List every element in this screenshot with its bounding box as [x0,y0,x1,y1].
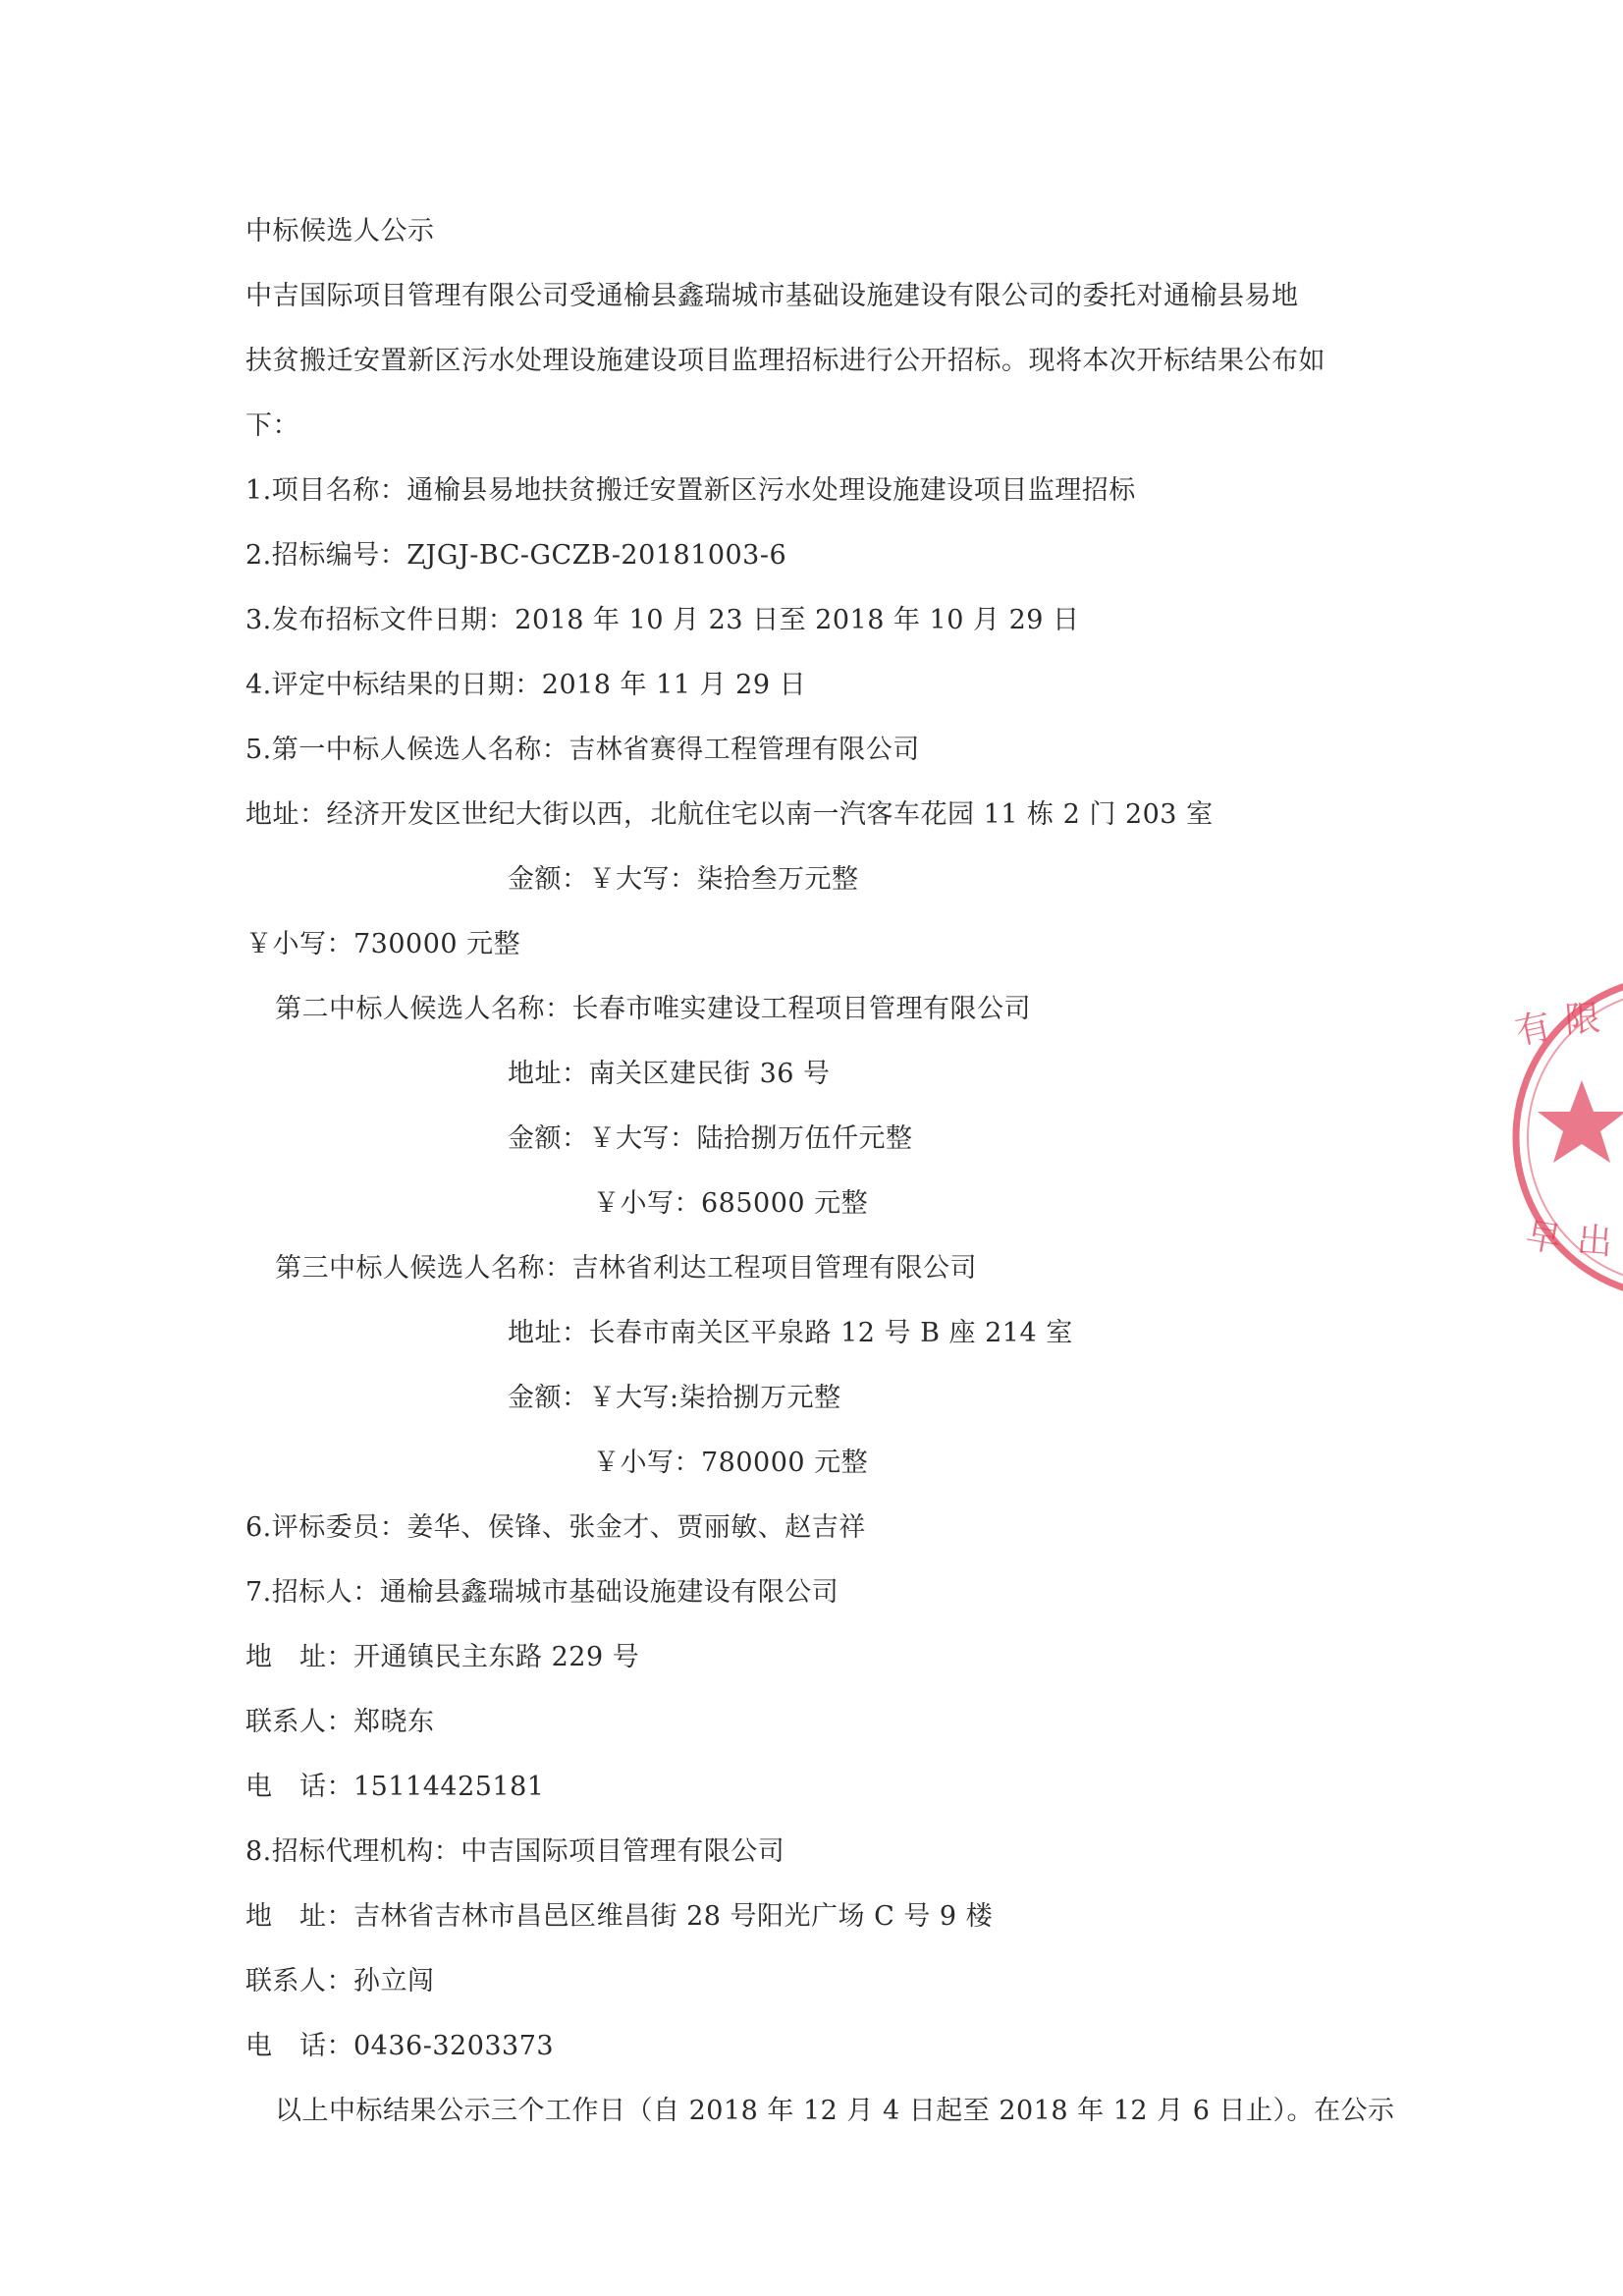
agency-phone: 电 话：0436-3203373 [245,2031,555,2061]
third-candidate-amount-upper: 金额：￥大写:柒拾捌万元整 [508,1383,841,1413]
evaluation-committee: 6.评标委员：姜华、侯锋、张金才、贾丽敏、赵吉祥 [245,1512,866,1543]
intro-line-2: 扶贫搬迁安置新区污水处理设施建设项目监理招标进行公开招标。现将本次开标结果公布如 [245,346,1325,376]
seal-char-4: 出 [1575,1221,1614,1264]
tenderer-name: 7.招标人：通榆县鑫瑞城市基础设施建设有限公司 [245,1577,839,1608]
agency-name: 8.招标代理机构：中吉国际项目管理有限公司 [245,1836,785,1867]
third-candidate-address: 地址：长春市南关区平泉路 12 号 B 座 214 室 [508,1318,1073,1348]
project-name: 1.项目名称：通榆县易地扶贫搬迁安置新区污水处理设施建设项目监理招标 [245,475,1136,506]
release-date: 3.发布招标文件日期：2018 年 10 月 23 日至 2018 年 10 月 29 日 [245,605,1080,635]
second-candidate-amount-lower: ￥小写：685000 元整 [593,1188,869,1219]
second-candidate-name: 第二中标人候选人名称：长春市唯实建设工程项目管理有限公司 [275,994,1031,1024]
company-seal-stamp [1508,972,1623,1302]
tender-number: 2.招标编号：ZJGJ-BC-GCZB-20181003-6 [245,540,787,571]
second-candidate-amount-upper: 金额：￥大写：陆拾捌万伍仟元整 [508,1123,913,1154]
intro-line-3: 下： [245,410,299,441]
first-candidate-name: 5.第一中标人候选人名称：吉林省赛得工程管理有限公司 [245,735,920,765]
third-candidate-amount-lower: ￥小写：780000 元整 [593,1448,869,1478]
second-candidate-address: 地址：南关区建民街 36 号 [508,1059,831,1089]
seal-char-3: 早 [1522,1215,1565,1261]
agency-address: 地 址：吉林省吉林市昌邑区维昌街 28 号阳光广场 C 号 9 楼 [245,1901,994,1932]
third-candidate-name: 第三中标人候选人名称：吉林省利达工程项目管理有限公司 [275,1253,977,1284]
tenderer-phone: 电 话：15114425181 [245,1772,545,1802]
document-title: 中标候选人公示 [245,216,435,246]
tenderer-contact: 联系人：郑晓东 [245,1707,435,1737]
publicity-notice: 以上中标结果公示三个工作日（自 2018 年 12 月 4 日起至 2018 年 12 月 6 日止）。在公示 [275,2096,1395,2126]
seal-char-1: 有 [1511,1006,1555,1054]
intro-line-1: 中吉国际项目管理有限公司受通榆县鑫瑞城市基础设施建设有限公司的委托对通榆县易地 [245,281,1299,311]
seal-star-icon [1538,1080,1623,1163]
first-candidate-amount-lower: ￥小写：730000 元整 [245,929,521,959]
tenderer-address: 地 址：开通镇民主东路 229 号 [245,1642,640,1672]
first-candidate-address: 地址：经济开发区世纪大街以西，北航住宅以南一汽客车花园 11 栋 2 门 203 室 [245,799,1214,830]
seal-char-2: 限 [1563,998,1602,1042]
evaluation-date: 4.评定中标结果的日期：2018 年 11 月 29 日 [245,670,807,700]
agency-contact: 联系人：孙立闯 [245,1966,435,1996]
first-candidate-amount-upper: 金额：￥大写：柒拾叁万元整 [508,864,859,895]
